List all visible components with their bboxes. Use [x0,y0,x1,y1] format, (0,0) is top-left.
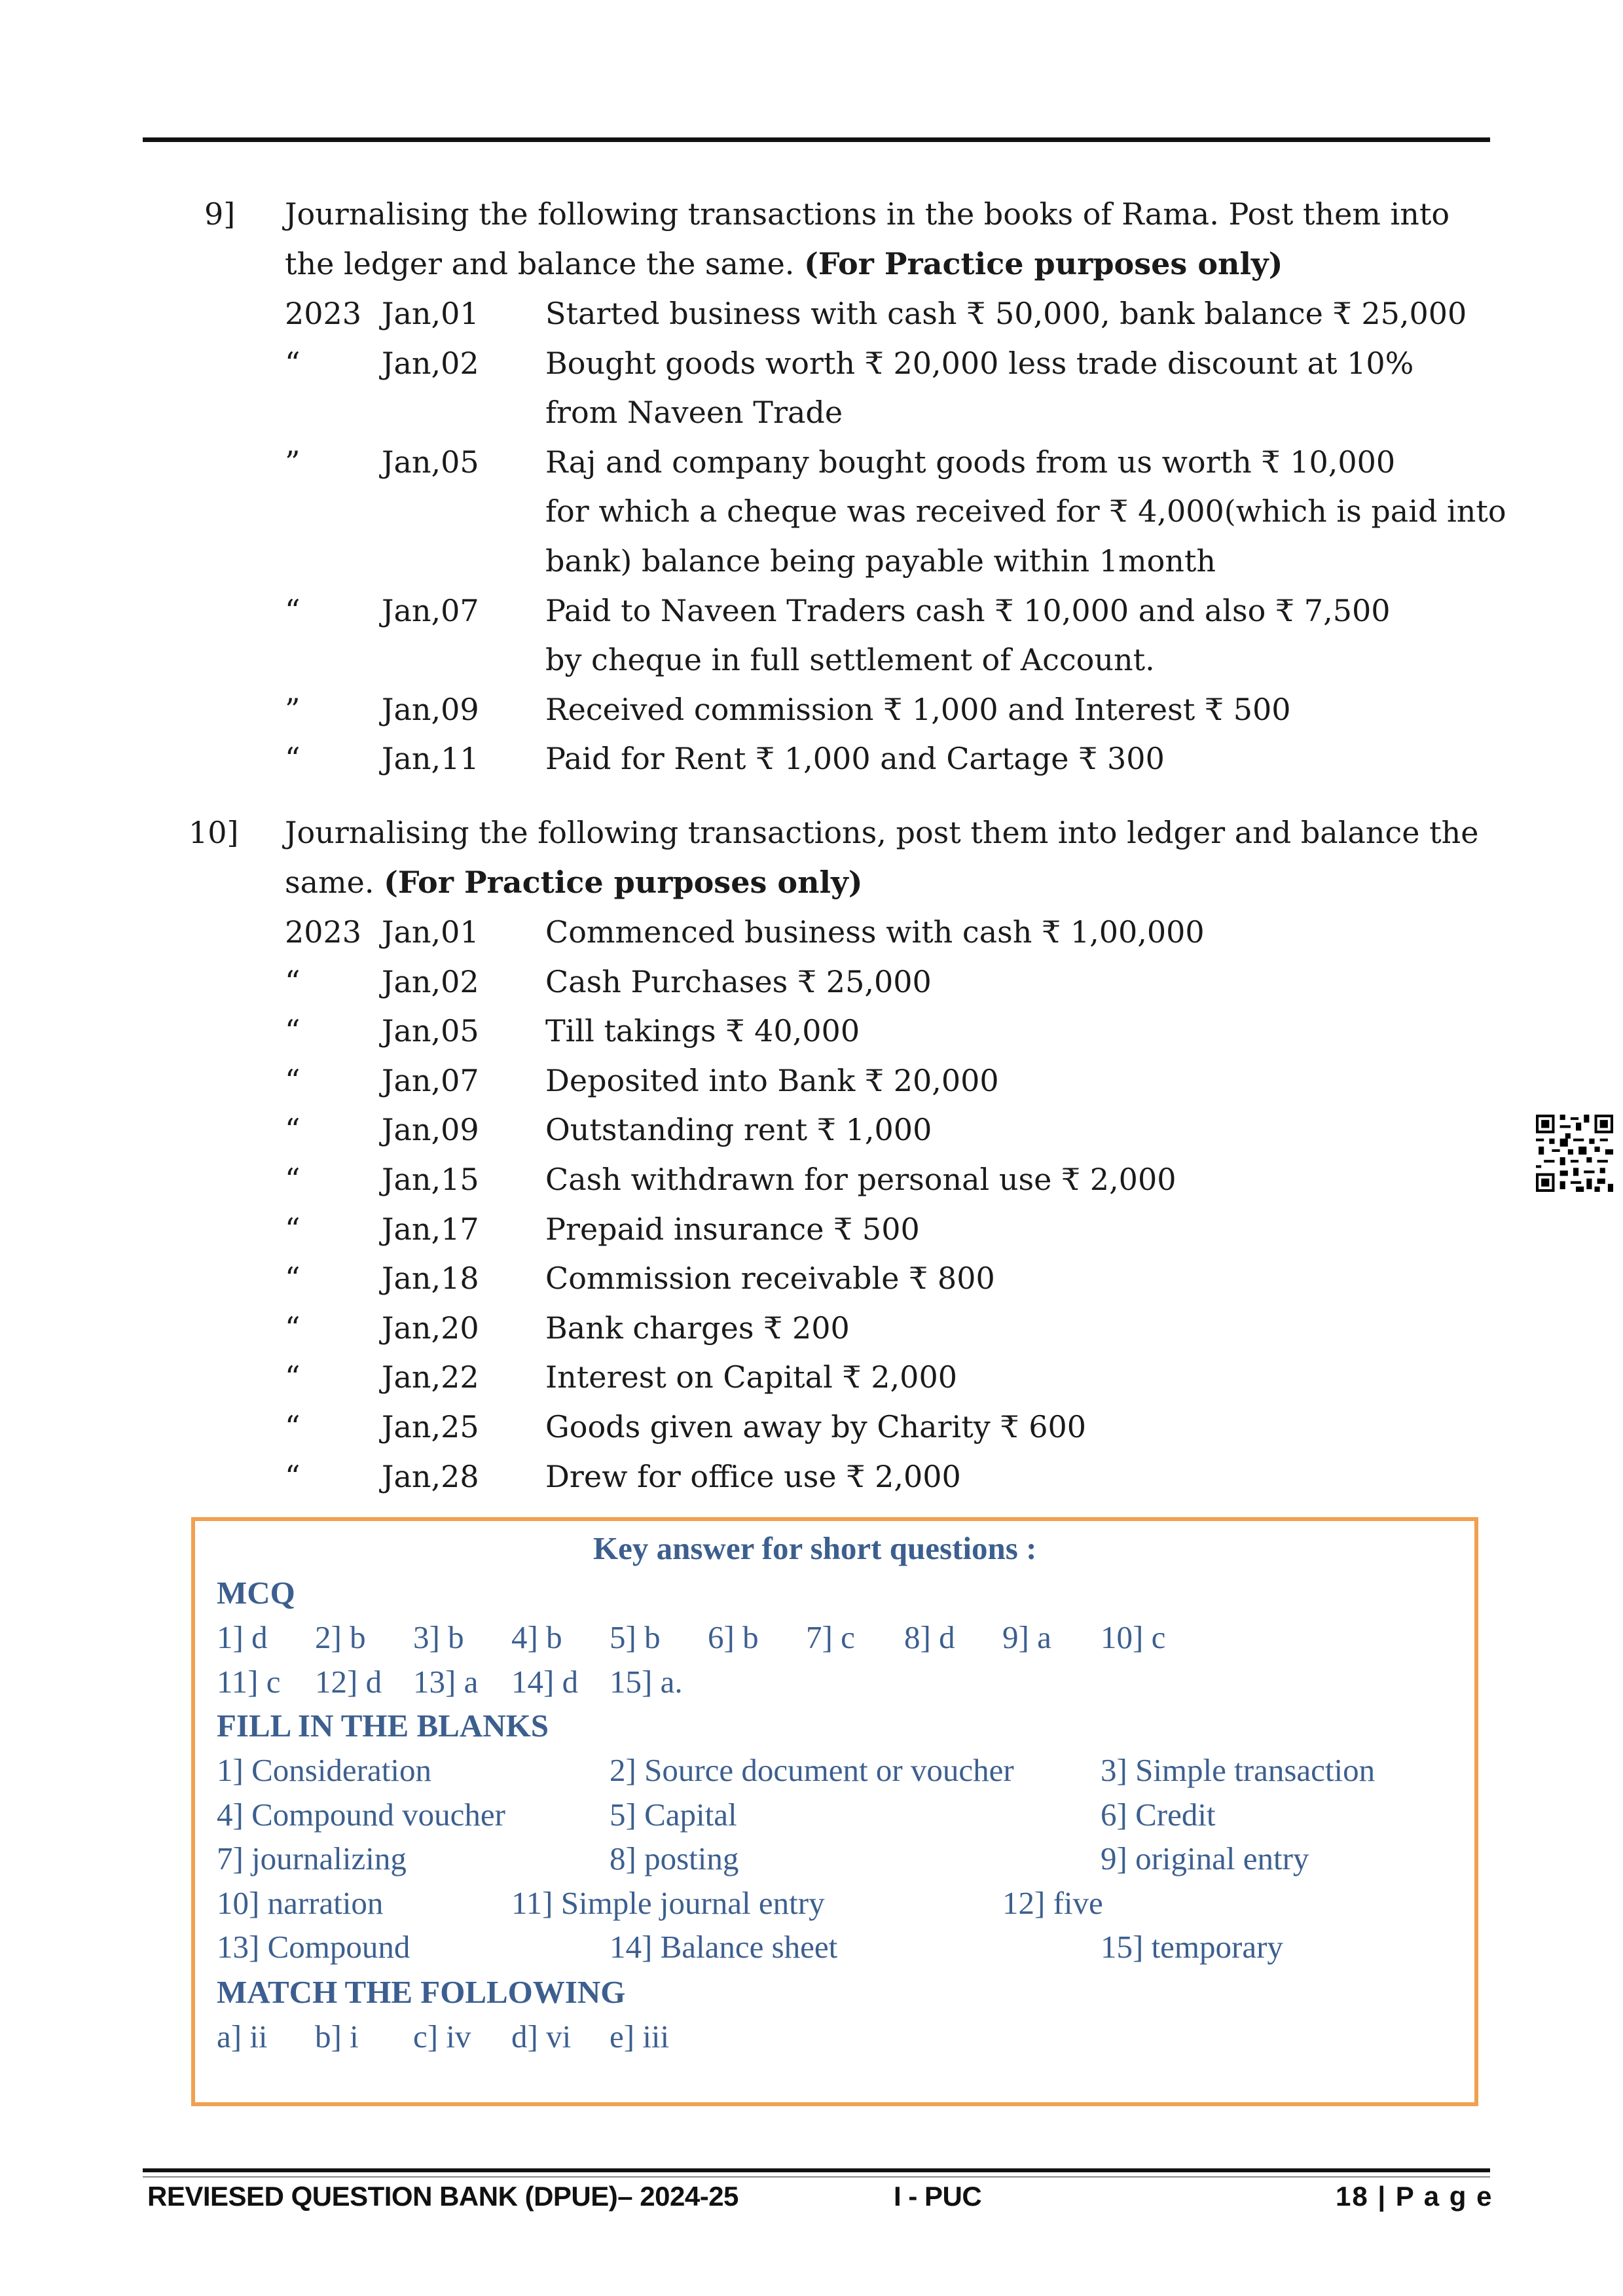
match-answer: a] ii [217,2018,268,2054]
match-answer: e] iii [610,2018,670,2054]
transaction-date: Jan,02 [382,963,479,999]
mcq-answer: 8] d [904,1619,955,1655]
transaction-text: Commenced business with cash ₹ 1,00,000 [545,914,1205,950]
transaction-row [0,1261,1623,1310]
footer-class: I - PUC [894,2181,982,2212]
mcq-answer: 4] b [511,1619,562,1655]
transaction-date: Jan,17 [382,1211,479,1247]
transaction-row [0,593,1623,643]
mcq-answer: 9] a [1002,1619,1051,1655]
transaction-text: Deposited into Bank ₹ 20,000 [545,1062,999,1098]
transaction-text: Received commission ₹ 1,000 and Interest ₹ 500 [545,691,1291,727]
transaction-row [0,1409,1623,1459]
transaction-row [0,1063,1623,1113]
transaction-continuation: by cheque in full settlement of Account. [545,642,1155,678]
transaction-date: Jan,09 [382,1112,479,1148]
transaction-row [0,1112,1623,1162]
fib-answer: 1] Consideration [217,1752,431,1788]
ditto-mark: “ [285,1062,301,1098]
transaction-date: Jan,18 [382,1261,479,1297]
transaction-row [0,1359,1623,1409]
fib-answer: 8] posting [610,1840,739,1876]
transaction-date: Jan,07 [382,592,479,628]
match-answer: d] vi [511,2018,572,2054]
transaction-text: Bank charges ₹ 200 [545,1310,850,1346]
footer-title: REVIESED QUESTION BANK (DPUE)– 2024-25 [147,2181,739,2212]
fib-answer: 6] Credit [1101,1796,1216,1833]
question-intro: Journalising the following transactions in the books of Rama. Post them into [285,196,1450,232]
mcq-answer: 3] b [413,1619,464,1655]
transaction-date: Jan,15 [382,1162,479,1197]
transaction-continuation: from Naveen Trade [545,395,843,431]
ditto-mark: “ [285,1261,301,1297]
mcq-answer: 2] b [315,1619,366,1655]
ditto-mark: ” [285,691,301,727]
transaction-text: Outstanding rent ₹ 1,000 [545,1112,932,1148]
transaction-row [0,444,1623,494]
transaction-date: Jan,22 [382,1359,479,1395]
transaction-row [0,1459,1623,1509]
transaction-text: Paid for Rent ₹ 1,000 and Cartage ₹ 300 [545,741,1165,777]
transaction-date: Jan,05 [382,444,479,480]
fib-answer: 3] Simple transaction [1101,1752,1376,1788]
fib-heading: FILL IN THE BLANKS [217,1708,549,1744]
year-label: 2023 [285,914,362,950]
mcq-heading: MCQ [217,1575,295,1611]
ditto-mark: ” [285,444,301,480]
transaction-text: Till takings ₹ 40,000 [545,1013,860,1049]
key-title: Key answer for short questions : [593,1530,1037,1566]
transaction-row [0,1162,1623,1211]
question-number: 10] [189,815,239,850]
transaction-continuation: bank) balance being payable within 1month [545,543,1216,579]
transaction-date: Jan,01 [382,296,479,331]
transaction-text: Prepaid insurance ₹ 500 [545,1211,920,1247]
match-answer: c] iv [413,2018,471,2054]
ditto-mark: “ [285,741,301,777]
fib-answer: 14] Balance sheet [610,1929,838,1965]
transaction-continuation: for which a cheque was received for ₹ 4,000(which is paid into [545,493,1506,529]
transaction-date: Jan,25 [382,1409,479,1444]
fib-answer: 12] five [1002,1884,1103,1921]
footer-rule-thin [143,2176,1490,2178]
transaction-row [0,1013,1623,1063]
transaction-row [0,741,1623,791]
transaction-date: Jan,11 [382,741,479,777]
mcq-answer: 13] a [413,1664,479,1700]
fib-answer: 15] temporary [1101,1929,1283,1965]
match-heading: MATCH THE FOLLOWING [217,1974,626,2010]
transaction-text: Cash Purchases ₹ 25,000 [545,963,932,999]
ditto-mark: “ [285,1112,301,1148]
transaction-date: Jan,28 [382,1458,479,1494]
fib-answer: 10] narration [217,1884,384,1921]
question-intro: the ledger and balance the same. (For Practice purposes only) [285,246,1283,281]
transaction-row [0,1211,1623,1261]
mcq-answer: 6] b [708,1619,759,1655]
transaction-row [0,296,1623,346]
fib-answer: 4] Compound voucher [217,1796,505,1833]
mcq-answer: 15] a. [610,1664,683,1700]
qr-code-icon [1536,1115,1613,1192]
fib-answer: 9] original entry [1101,1840,1309,1876]
fib-answer: 5] Capital [610,1796,737,1833]
ditto-mark: “ [285,1162,301,1197]
year-label: 2023 [285,296,362,331]
ditto-mark: “ [285,1409,301,1444]
transaction-text: Commission receivable ₹ 800 [545,1261,995,1297]
transaction-text: Started business with cash ₹ 50,000, bank balance ₹ 25,000 [545,296,1467,331]
ditto-mark: “ [285,963,301,999]
transaction-text: Drew for office use ₹ 2,000 [545,1458,961,1494]
ditto-mark: “ [285,345,301,381]
transaction-date: Jan,05 [382,1013,479,1049]
mcq-answer: 7] c [806,1619,855,1655]
transaction-text: Bought goods worth ₹ 20,000 less trade discount at 10% [545,345,1414,381]
page-number: 18 | P a g e [1336,2181,1493,2212]
transaction-text: Paid to Naveen Traders cash ₹ 10,000 and also ₹ 7,500 [545,592,1391,628]
transaction-text: Cash withdrawn for personal use ₹ 2,000 [545,1162,1176,1197]
transaction-date: Jan,02 [382,345,479,381]
transaction-text: Interest on Capital ₹ 2,000 [545,1359,957,1395]
mcq-answer: 5] b [610,1619,661,1655]
mcq-answer: 11] c [217,1664,281,1700]
transaction-text: Raj and company bought goods from us worth ₹ 10,000 [545,444,1396,480]
transaction-row [0,346,1623,395]
transaction-date: Jan,07 [382,1062,479,1098]
ditto-mark: “ [285,1310,301,1346]
fib-answer: 7] journalizing [217,1840,407,1876]
mcq-answer: 1] d [217,1619,268,1655]
question-intro: Journalising the following transactions, post them into ledger and balance the [285,815,1479,850]
fib-answer: 2] Source document or voucher [610,1752,1014,1788]
question-intro: same. (For Practice purposes only) [285,865,863,900]
match-answer: b] i [315,2018,359,2054]
mcq-answer: 12] d [315,1664,382,1700]
ditto-mark: “ [285,1211,301,1247]
transaction-text: Goods given away by Charity ₹ 600 [545,1409,1087,1444]
ditto-mark: “ [285,1013,301,1049]
question-number: 9] [204,196,236,232]
transaction-row [0,914,1623,964]
transaction-row [0,964,1623,1014]
ditto-mark: “ [285,1359,301,1395]
ditto-mark: “ [285,1458,301,1494]
mcq-answer: 14] d [511,1664,579,1700]
mcq-answer: 10] c [1101,1619,1166,1655]
transaction-date: Jan,01 [382,914,479,950]
fib-answer: 11] Simple journal entry [511,1884,825,1921]
transaction-row [0,692,1623,742]
transaction-date: Jan,09 [382,691,479,727]
ditto-mark: “ [285,592,301,628]
footer-rule [143,2168,1490,2172]
header-rule [143,137,1490,142]
transaction-date: Jan,20 [382,1310,479,1346]
fib-answer: 13] Compound [217,1929,410,1965]
transaction-row [0,1310,1623,1360]
